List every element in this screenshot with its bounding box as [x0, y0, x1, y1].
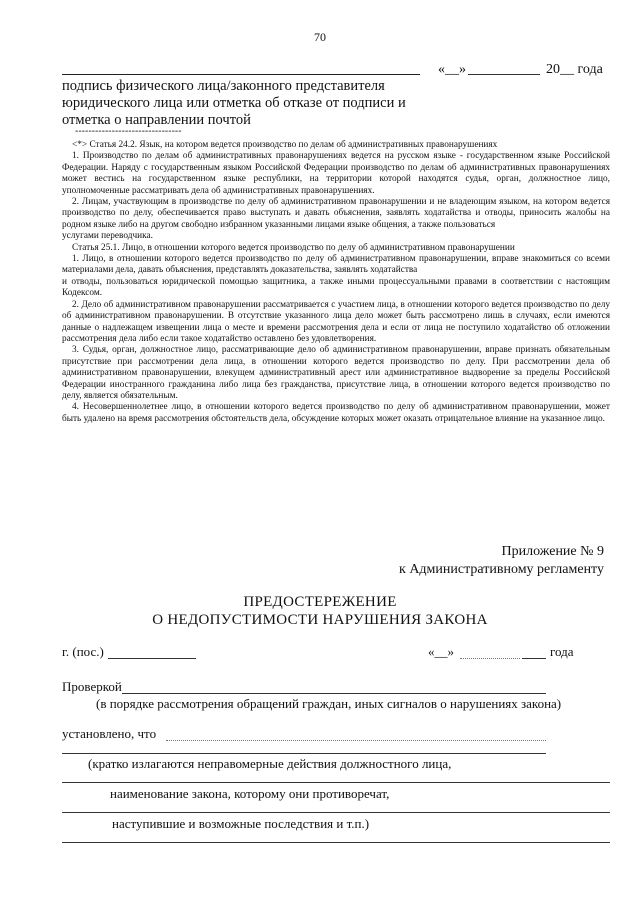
check-hint: (в порядке рассмотрения обращений граждан, иных сигналов о нарушениях закона) [96, 696, 562, 711]
footnote-header: <*> Статья 24.2. Язык, на котором ведется производство по делам об административных правонарушениях [72, 140, 498, 150]
city-label: г. (пос.) [62, 644, 104, 659]
check-field[interactable] [122, 683, 546, 694]
footnote-a3: 3. Судья, орган, должностное лицо, рассматривающие дело об административном правонарушении, вправе признать обязательным присутствие при рассмотрении дела лица, в отношении которого ведется производство по делу. При рассмотрении дела об административном правонарушении, влекущем административный арест или административное выдворение за пределы Российской Федерации иностранного гражданина либо лица без гражданства, присутствие лица, в отношении которого ведется производство по делу, является обязательным. [62, 345, 610, 401]
form-year-label: года [550, 644, 574, 659]
footnote-p1: 1. Производство по делам об административных правонарушениях ведется на русском языке - государственном языке Российской Федерации. Наряду с государственным языком Российской Федерации производство по делам об административных правонарушениях может вестись на государственном языке республики, на территории которой находятся судья, орган, должностное лицо, уполномоченные рассматривать дела об административных правонарушениях. [62, 151, 610, 196]
footnote-separator: -------------------------------- [75, 126, 182, 137]
date-month-line [468, 64, 540, 75]
date-day: «__» [438, 62, 466, 77]
city-field[interactable] [108, 648, 196, 659]
footnote-block [62, 140, 610, 425]
form-date-month[interactable] [460, 648, 520, 659]
form-date-year-field[interactable] [522, 648, 546, 659]
text-line-4[interactable] [62, 802, 610, 813]
footnote-p2b: услугами переводчика. [62, 231, 153, 242]
appendix-reference: к Административному регламенту [399, 562, 604, 577]
footnote-art251: Статья 25.1. Лицо, в отношении которого ведется производство по делу об административном правонарушении [72, 242, 515, 253]
footnote-a4: 4. Несовершеннолетнее лицо, в отношении которого ведется производство по делу об административном правонарушении, может быть удалено на время рассмотрения обстоятельств дела, обсуждение которых может оказать отрицательное влияние на указанное лицо. [62, 402, 610, 424]
appendix-number: Приложение № 9 [501, 544, 604, 559]
hint-line-3: наступившие и возможные последствия и т.п.) [112, 816, 370, 831]
footnote-a2: 2. Дело об административном правонарушении рассматривается с участием лица, в отношении которого ведется производство по делу об административном правонарушении. В отсутствие указанного лица дело может быть рассмотрено лишь в случаях, если имеются данные о надлежащем извещении лица о месте и времени рассмотрения дела и если от лица не поступило ходатайство об отложении рассмотрения дела либо если такое ходатайство оставлено без удовлетворения. [62, 299, 610, 344]
document-subtitle: О НЕДОПУСТИМОСТИ НАРУШЕНИЯ ЗАКОНА [152, 612, 488, 628]
footnote-a1b: и отводы, пользоваться юридической помощью защитника, а также иными процессуальными правами в соответствии с настоящим Кодексом. [62, 276, 610, 299]
signature-caption: подпись физического лица/законного представителя юридического лица или отметка об отказе от подписи и отметка о направлении почтой [62, 78, 406, 128]
signature-line [62, 64, 420, 75]
text-line-3[interactable] [62, 772, 610, 783]
found-field[interactable] [166, 730, 546, 741]
text-line-5[interactable] [62, 832, 610, 843]
hint-line-2: наименование закона, которому они противоречат, [110, 786, 390, 801]
date-year: 20__ года [546, 62, 603, 77]
hint-line-1: (кратко излагаются неправомерные действия должностного лица, [88, 756, 452, 771]
footnote-a1: 1. Лицо, в отношении которого ведется производство по делу об административном правонарушении, вправе знакомиться со всеми материалами дела, давать объяснения, представлять доказательства, заявлять ходатайства [62, 254, 610, 276]
document-title: ПРЕДОСТЕРЕЖЕНИЕ [243, 594, 397, 610]
found-label: установлено, что [62, 726, 157, 741]
footnote-p2: 2. Лицам, участвующим в производстве по делу об административном правонарушении и не владеющим языком, на котором ведется производство по делу, обеспечивается право выступать и давать объяснения, заявлять ходатайства и отводы, приносить жалобы на родном языке либо на другом свободно избранном указанными лицами языке общения, а также пользоваться [62, 197, 610, 230]
page-number: 70 [314, 30, 326, 44]
found-line-2[interactable] [62, 743, 546, 754]
form-date-day: «__» [428, 644, 454, 659]
check-label: Проверкой [62, 679, 122, 694]
